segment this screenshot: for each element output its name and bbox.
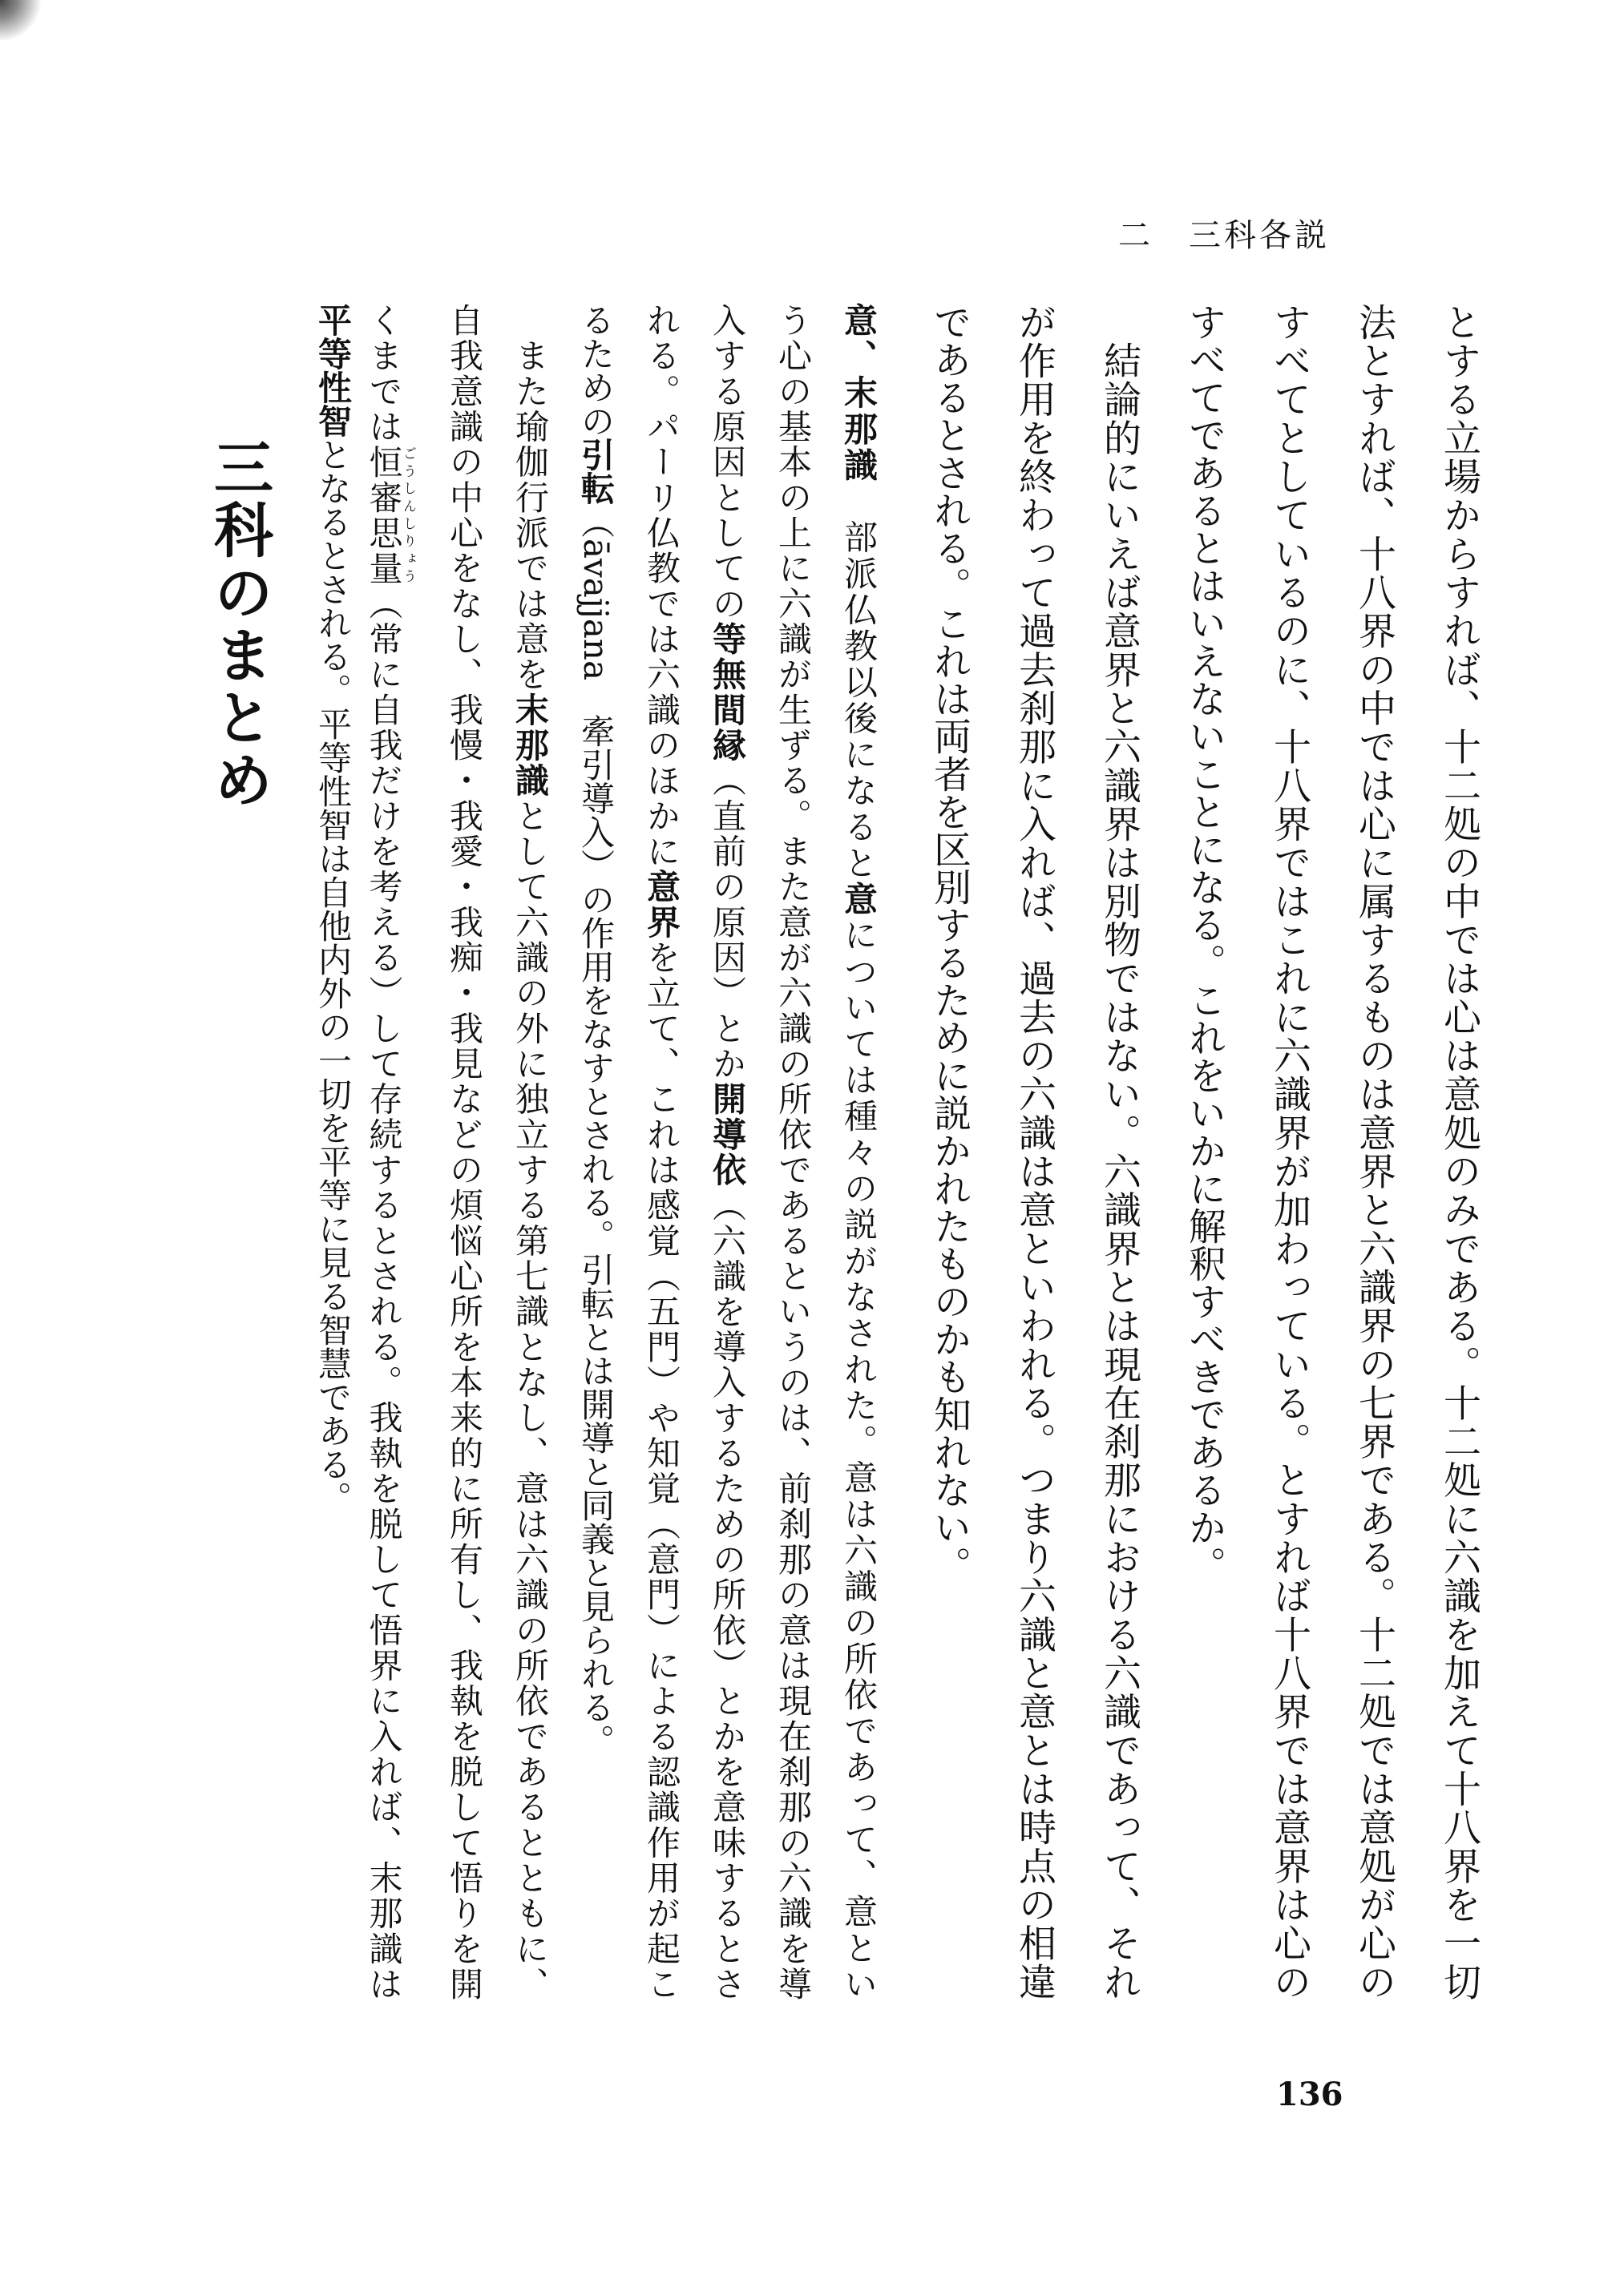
ruby-reading: ごうしんしりょう (400, 444, 416, 585)
ruby-base: 恒審思量 (364, 444, 404, 587)
text-run: 部派仏教以後になると (839, 483, 879, 882)
bold-term: 意界 (642, 869, 681, 941)
text-run: 入する原因としての (708, 303, 747, 622)
text-column (635, 303, 681, 2001)
text-column (306, 303, 353, 2000)
text-column (1090, 303, 1141, 2000)
text-column (503, 303, 550, 2001)
text-run: （āvajjana 牽引導入）の作用をなすとされる。引転とは開導と同義と見られる。 (576, 505, 616, 1757)
bold-term: 平等性智 (313, 303, 353, 438)
text-column (438, 303, 484, 2000)
text-run: （六識を導入するための所依）とかを意味するとさ (708, 1188, 747, 2001)
text-run: （直前の原因）とか (708, 763, 747, 1082)
bold-term: 等無間縁 (708, 621, 747, 764)
text-column (766, 303, 813, 2000)
text-run: が作用を終わって過去刹那に入れば、過去の六識は意といわれる。つまり六識と意とは時点の相違 (1012, 303, 1056, 2000)
text-column (1345, 303, 1396, 2000)
text-run: （常に自我だけを考える）して存続するとされる。我執を脱して悟界に入れば、末那識は (364, 586, 404, 2001)
text-run: くまでは (364, 303, 404, 445)
bold-term: 意 (839, 882, 879, 918)
text-run: また瑜伽行派では意を (511, 303, 550, 692)
scan-artifact (0, 0, 44, 40)
text-run: るための (576, 303, 616, 438)
text-run: として六識の外に独立する第七識となし、意は六識の所依であるとともに、 (511, 798, 550, 2001)
bold-term: 末那識 (511, 692, 550, 799)
text-run: う心の基本の上に六識が生ずる。また意が六識の所依であるというのは、前刹那の意は現在刹那の六識を導 (774, 303, 813, 2000)
running-head: 二 三科各説 (1118, 217, 1330, 254)
text-column (1005, 303, 1056, 2000)
text-run: とする立場からすれば、十二処の中では心は意処のみである。十二処に六識を加えて十八界を一切 (1437, 303, 1481, 2000)
bold-term: 開導依 (708, 1081, 747, 1188)
side-heading: 三科のまとめ (204, 437, 273, 812)
text-run: であるとされる。これは両者を区別するために説かれたものかも知れない。 (927, 303, 972, 1584)
text-column (1260, 303, 1311, 2000)
text-run: すべてであるとはいえないことになる。これをいかに解釈すべきであるか。 (1182, 303, 1226, 1584)
text-run: 法とすれば、十八界の中では心に属するものは意界と六識界の七界である。十二処では意処が心の (1352, 303, 1396, 2000)
text-run: れる。パーリ仏教では六識のほかに (642, 303, 681, 870)
ruby-term (364, 444, 416, 587)
text-run: すべてとしているのに、十八界ではこれに六識界が加わっている。とすれば十八界では意界は心の (1267, 303, 1311, 2000)
bold-term: 意、末那識 (839, 303, 879, 484)
text-column (701, 303, 747, 2001)
text-run: を立て、これは感覚（五門）や知覚（意門）による認識作用が起こ (642, 940, 681, 2001)
text-run: となるとされる。平等性智は自他内外の一切を平等に見る智慧である。 (313, 438, 353, 1515)
text-column (364, 303, 416, 2001)
text-run: については種々の説がなされた。意は六識の所依であって、意とい (839, 918, 879, 2001)
text-column (1175, 303, 1226, 2000)
bold-term: 引転 (576, 438, 616, 505)
text-run: 結論的にいえば意界と六識界は別物ではない。六識界とは現在刹那における六識であって、それ (1097, 303, 1141, 2000)
text-column (920, 303, 972, 2000)
text-column (832, 303, 879, 2001)
text-column (569, 303, 616, 2000)
text-column (1430, 303, 1481, 2000)
page-number: 136 (1276, 2076, 1343, 2113)
text-run: 自我意識の中心をなし、我慢・我愛・我痴・我見などの煩悩心所を本来的に所有し、我執を脱して悟りを開 (445, 303, 484, 2000)
